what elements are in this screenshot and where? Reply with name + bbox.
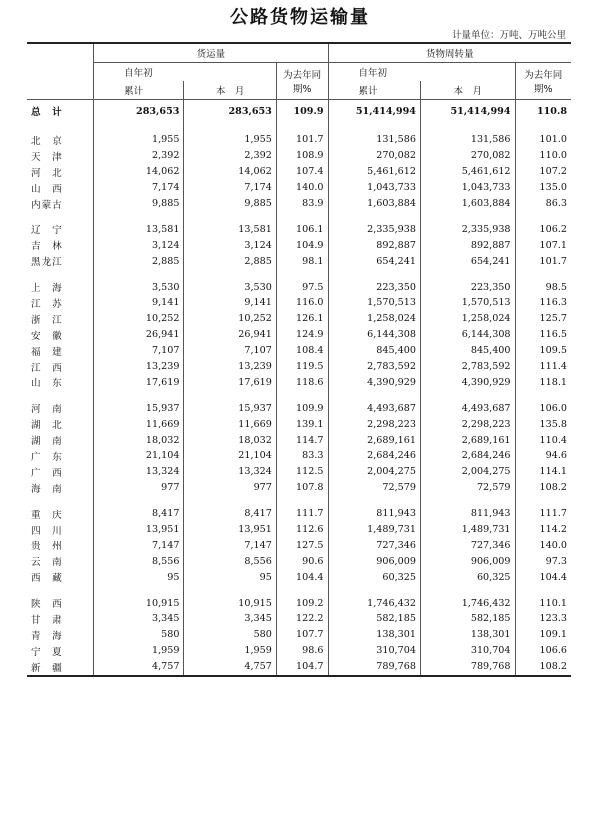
row-name: 天 津 [31, 151, 63, 163]
cell-freight-yoy: 98.6 [276, 643, 328, 659]
cell-turnover-yoy: 108.2 [515, 480, 571, 496]
cell-turnover-month: 1,570,513 [420, 295, 515, 311]
cell-freight-cumulative: 580 [94, 627, 184, 643]
header-turnover: 货物周转量 [328, 43, 571, 63]
cell-freight-yoy: 106.1 [276, 221, 328, 237]
cell-turnover-cumulative: 1,043,733 [328, 180, 420, 196]
cell-freight-month: 17,619 [184, 374, 276, 390]
table-row [27, 569, 571, 585]
cell-freight-cumulative: 17,619 [94, 374, 184, 390]
row-name: 浙 江 [31, 314, 63, 326]
table-row [27, 132, 571, 148]
row-name: 江 西 [31, 362, 63, 374]
cell-turnover-month: 582,185 [420, 611, 515, 627]
row-name: 广 东 [31, 451, 63, 463]
row-name: 四 川 [31, 525, 63, 537]
cell-freight-cumulative: 11,669 [94, 416, 184, 432]
cell-freight-cumulative: 14,062 [94, 164, 184, 180]
cell-turnover-cumulative: 4,493,687 [328, 400, 420, 416]
cell-turnover-cumulative: 1,258,024 [328, 311, 420, 327]
cell-freight-month: 10,252 [184, 311, 276, 327]
table-row [27, 164, 571, 180]
header-yoy: 为去年同 期% [515, 63, 571, 100]
row-name: 海 南 [31, 483, 63, 495]
cell-freight-month: 7,107 [184, 343, 276, 359]
header-yoy: 为去年同 期% [276, 63, 328, 100]
cell-turnover-cumulative: 51,414,994 [328, 100, 420, 123]
cell-turnover-cumulative: 6,144,308 [328, 327, 420, 343]
table-row [27, 311, 571, 327]
cell-turnover-yoy: 98.5 [515, 279, 571, 295]
cell-turnover-cumulative: 138,301 [328, 627, 420, 643]
cell-turnover-yoy: 110.8 [515, 100, 571, 123]
cell-freight-cumulative: 3,530 [94, 279, 184, 295]
row-name: 陕 西 [31, 599, 63, 611]
cell-freight-month: 13,951 [184, 522, 276, 538]
cell-turnover-month: 1,746,432 [420, 595, 515, 611]
cell-turnover-yoy: 116.5 [515, 327, 571, 343]
spacer-row [27, 496, 571, 506]
cell-turnover-yoy: 111.4 [515, 359, 571, 375]
cell-freight-month: 21,104 [184, 448, 276, 464]
header-ytd: 自年初 [328, 63, 515, 82]
cell-turnover-yoy: 135.0 [515, 180, 571, 196]
cell-turnover-yoy: 110.4 [515, 432, 571, 448]
cell-freight-month: 283,653 [184, 100, 276, 123]
spacer-row [27, 122, 571, 132]
cell-freight-month: 8,556 [184, 553, 276, 569]
row-name: 吉 林 [31, 241, 63, 253]
cell-freight-month: 95 [184, 569, 276, 585]
cell-freight-cumulative: 1,959 [94, 643, 184, 659]
row-name: 西 藏 [31, 573, 63, 585]
cell-freight-month: 7,147 [184, 537, 276, 553]
cell-freight-cumulative: 1,955 [94, 132, 184, 148]
row-name: 河 北 [31, 167, 63, 179]
cell-turnover-month: 2,298,223 [420, 416, 515, 432]
cell-turnover-yoy: 109.1 [515, 627, 571, 643]
cell-turnover-yoy: 86.3 [515, 196, 571, 212]
row-name: 福 建 [31, 346, 63, 358]
cell-freight-cumulative: 10,252 [94, 311, 184, 327]
row-name: 山 东 [31, 378, 63, 390]
cell-freight-cumulative: 2,885 [94, 253, 184, 269]
cell-turnover-cumulative: 60,325 [328, 569, 420, 585]
row-name: 湖 南 [31, 436, 63, 448]
header-ytd: 自年初 [94, 63, 277, 82]
cell-freight-month: 13,581 [184, 221, 276, 237]
cell-freight-month: 2,392 [184, 148, 276, 164]
cell-turnover-month: 845,400 [420, 343, 515, 359]
row-name: 辽 宁 [31, 225, 63, 237]
cell-freight-yoy: 104.9 [276, 237, 328, 253]
cell-turnover-month: 727,346 [420, 537, 515, 553]
cell-turnover-month: 2,783,592 [420, 359, 515, 375]
cell-freight-cumulative: 10,915 [94, 595, 184, 611]
cell-turnover-yoy: 116.3 [515, 295, 571, 311]
cell-turnover-month: 131,586 [420, 132, 515, 148]
cell-freight-cumulative: 8,417 [94, 506, 184, 522]
table-row [27, 553, 571, 569]
freight-table [27, 42, 571, 677]
row-name: 山 西 [31, 183, 63, 195]
row-name: 黑龙江 [31, 257, 63, 269]
cell-turnover-yoy: 108.2 [515, 659, 571, 676]
cell-freight-yoy: 122.2 [276, 611, 328, 627]
cell-freight-yoy: 127.5 [276, 537, 328, 553]
cell-freight-cumulative: 3,124 [94, 237, 184, 253]
row-name: 广 西 [31, 467, 63, 479]
cell-freight-cumulative: 4,757 [94, 659, 184, 676]
row-name: 北 京 [31, 135, 63, 147]
cell-freight-yoy: 108.4 [276, 343, 328, 359]
cell-turnover-cumulative: 582,185 [328, 611, 420, 627]
row-name: 安 徽 [31, 330, 63, 342]
cell-turnover-cumulative: 1,603,884 [328, 196, 420, 212]
cell-freight-cumulative: 13,239 [94, 359, 184, 375]
cell-turnover-yoy: 97.3 [515, 553, 571, 569]
row-name: 青 海 [31, 630, 63, 642]
cell-freight-yoy: 109.9 [276, 400, 328, 416]
cell-freight-yoy: 108.9 [276, 148, 328, 164]
row-name: 新 疆 [27, 659, 94, 676]
cell-turnover-yoy: 104.4 [515, 569, 571, 585]
cell-turnover-cumulative: 223,350 [328, 279, 420, 295]
cell-freight-yoy: 90.6 [276, 553, 328, 569]
cell-turnover-month: 72,579 [420, 480, 515, 496]
cell-freight-month: 15,937 [184, 400, 276, 416]
cell-turnover-month: 1,258,024 [420, 311, 515, 327]
cell-turnover-yoy: 106.2 [515, 221, 571, 237]
cell-turnover-yoy: 101.0 [515, 132, 571, 148]
row-name: 上 海 [31, 283, 63, 295]
cell-turnover-month: 811,943 [420, 506, 515, 522]
cell-turnover-yoy: 94.6 [515, 448, 571, 464]
table-row [27, 537, 571, 553]
cell-freight-cumulative: 18,032 [94, 432, 184, 448]
cell-freight-cumulative: 8,556 [94, 553, 184, 569]
spacer-row [27, 585, 571, 595]
cell-turnover-cumulative: 72,579 [328, 480, 420, 496]
cell-turnover-month: 2,004,275 [420, 464, 515, 480]
header-cumulative: 累计 [94, 81, 184, 100]
cell-freight-yoy: 124.9 [276, 327, 328, 343]
cell-turnover-yoy: 123.3 [515, 611, 571, 627]
cell-freight-yoy: 101.7 [276, 132, 328, 148]
table-row [27, 196, 571, 212]
unit-note: 计量单位：万吨、万吨公里 [451, 30, 566, 41]
cell-freight-yoy: 116.0 [276, 295, 328, 311]
table-row [27, 279, 571, 295]
cell-turnover-cumulative: 131,586 [328, 132, 420, 148]
row-name: 宁 夏 [31, 646, 63, 658]
cell-turnover-month: 138,301 [420, 627, 515, 643]
spacer-row [27, 269, 571, 279]
table-row [27, 295, 571, 311]
cell-freight-yoy: 119.5 [276, 359, 328, 375]
cell-freight-month: 2,885 [184, 253, 276, 269]
cell-turnover-yoy: 118.1 [515, 374, 571, 390]
cell-turnover-cumulative: 845,400 [328, 343, 420, 359]
row-name: 重 庆 [31, 509, 63, 521]
cell-freight-cumulative: 3,345 [94, 611, 184, 627]
table-row [27, 611, 571, 627]
cell-freight-yoy: 83.9 [276, 196, 328, 212]
table-row [27, 643, 571, 659]
table-row [27, 416, 571, 432]
cell-turnover-month: 906,009 [420, 553, 515, 569]
cell-turnover-month: 4,390,929 [420, 374, 515, 390]
cell-turnover-cumulative: 2,689,161 [328, 432, 420, 448]
cell-freight-cumulative: 283,653 [94, 100, 184, 123]
cell-freight-month: 11,669 [184, 416, 276, 432]
table-row [27, 253, 571, 269]
row-name: 内蒙古 [31, 199, 63, 211]
cell-turnover-yoy: 109.5 [515, 343, 571, 359]
cell-freight-cumulative: 13,324 [94, 464, 184, 480]
cell-turnover-yoy: 111.7 [515, 506, 571, 522]
row-name: 贵 州 [31, 541, 63, 553]
cell-turnover-cumulative: 811,943 [328, 506, 420, 522]
row-name: 河 南 [31, 404, 63, 416]
cell-freight-month: 9,885 [184, 196, 276, 212]
table-row [27, 595, 571, 611]
row-name: 总 计 [27, 100, 94, 123]
cell-freight-yoy: 111.7 [276, 506, 328, 522]
row-name: 甘 肃 [31, 614, 63, 626]
cell-turnover-month: 6,144,308 [420, 327, 515, 343]
cell-freight-cumulative: 977 [94, 480, 184, 496]
cell-turnover-month: 1,603,884 [420, 196, 515, 212]
table-body [27, 100, 571, 676]
cell-freight-cumulative: 2,392 [94, 148, 184, 164]
cell-turnover-cumulative: 1,570,513 [328, 295, 420, 311]
cell-turnover-cumulative: 310,704 [328, 643, 420, 659]
cell-turnover-cumulative: 1,489,731 [328, 522, 420, 538]
cell-freight-month: 3,345 [184, 611, 276, 627]
cell-freight-month: 977 [184, 480, 276, 496]
cell-freight-yoy: 140.0 [276, 180, 328, 196]
cell-freight-yoy: 83.3 [276, 448, 328, 464]
cell-turnover-yoy: 106.0 [515, 400, 571, 416]
cell-freight-cumulative: 13,581 [94, 221, 184, 237]
cell-turnover-month: 5,461,612 [420, 164, 515, 180]
cell-freight-yoy: 107.7 [276, 627, 328, 643]
cell-turnover-yoy: 106.6 [515, 643, 571, 659]
cell-freight-month: 3,530 [184, 279, 276, 295]
cell-freight-cumulative: 7,107 [94, 343, 184, 359]
cell-turnover-yoy: 114.1 [515, 464, 571, 480]
cell-turnover-cumulative: 789,768 [328, 659, 420, 676]
cell-freight-cumulative: 7,147 [94, 537, 184, 553]
table-row [27, 464, 571, 480]
row-name: 江 苏 [31, 298, 63, 310]
cell-freight-cumulative: 26,941 [94, 327, 184, 343]
table-row [27, 148, 571, 164]
cell-turnover-month: 270,082 [420, 148, 515, 164]
spacer-row [27, 390, 571, 400]
table-row [27, 327, 571, 343]
header-freight: 货运量 [94, 43, 328, 63]
cell-turnover-yoy: 114.2 [515, 522, 571, 538]
table-row [27, 359, 571, 375]
table-row [27, 237, 571, 253]
cell-freight-yoy: 109.2 [276, 595, 328, 611]
cell-turnover-cumulative: 5,461,612 [328, 164, 420, 180]
cell-turnover-month: 4,493,687 [420, 400, 515, 416]
cell-turnover-cumulative: 654,241 [328, 253, 420, 269]
cell-turnover-month: 789,768 [420, 659, 515, 676]
cell-freight-month: 14,062 [184, 164, 276, 180]
table-row [27, 480, 571, 496]
cell-turnover-cumulative: 270,082 [328, 148, 420, 164]
cell-freight-month: 10,915 [184, 595, 276, 611]
spacer-row [27, 211, 571, 221]
cell-freight-yoy: 112.6 [276, 522, 328, 538]
cell-freight-cumulative: 13,951 [94, 522, 184, 538]
cell-freight-month: 8,417 [184, 506, 276, 522]
cell-turnover-month: 654,241 [420, 253, 515, 269]
cell-freight-yoy: 107.4 [276, 164, 328, 180]
cell-freight-month: 7,174 [184, 180, 276, 196]
cell-freight-month: 4,757 [184, 659, 276, 676]
cell-freight-cumulative: 7,174 [94, 180, 184, 196]
cell-turnover-yoy: 125.7 [515, 311, 571, 327]
cell-turnover-month: 2,689,161 [420, 432, 515, 448]
cell-turnover-yoy: 135.8 [515, 416, 571, 432]
row-name: 湖 北 [31, 420, 63, 432]
cell-turnover-month: 1,043,733 [420, 180, 515, 196]
cell-freight-yoy: 126.1 [276, 311, 328, 327]
cell-freight-yoy: 98.1 [276, 253, 328, 269]
cell-turnover-yoy: 107.2 [515, 164, 571, 180]
cell-turnover-cumulative: 2,335,938 [328, 221, 420, 237]
cell-freight-month: 18,032 [184, 432, 276, 448]
table-row [27, 448, 571, 464]
table-row [27, 343, 571, 359]
cell-turnover-month: 2,335,938 [420, 221, 515, 237]
table-row [27, 374, 571, 390]
cell-turnover-month: 223,350 [420, 279, 515, 295]
cell-freight-month: 13,324 [184, 464, 276, 480]
table-row [27, 659, 571, 676]
row-name: 云 南 [31, 557, 63, 569]
table-row [27, 522, 571, 538]
cell-freight-yoy: 118.6 [276, 374, 328, 390]
table-row [27, 432, 571, 448]
cell-turnover-cumulative: 2,783,592 [328, 359, 420, 375]
cell-freight-yoy: 104.7 [276, 659, 328, 676]
cell-turnover-yoy: 110.0 [515, 148, 571, 164]
table-row [27, 506, 571, 522]
cell-turnover-cumulative: 2,684,246 [328, 448, 420, 464]
cell-freight-month: 1,959 [184, 643, 276, 659]
cell-turnover-month: 892,887 [420, 237, 515, 253]
cell-turnover-yoy: 140.0 [515, 537, 571, 553]
cell-freight-cumulative: 21,104 [94, 448, 184, 464]
cell-freight-yoy: 107.8 [276, 480, 328, 496]
page-title: 公路货物运输量 [230, 7, 370, 28]
cell-freight-month: 26,941 [184, 327, 276, 343]
cell-freight-month: 3,124 [184, 237, 276, 253]
cell-freight-month: 580 [184, 627, 276, 643]
total-row [27, 100, 571, 123]
cell-freight-month: 1,955 [184, 132, 276, 148]
cell-turnover-month: 310,704 [420, 643, 515, 659]
cell-freight-cumulative: 9,885 [94, 196, 184, 212]
cell-turnover-cumulative: 727,346 [328, 537, 420, 553]
header-cumulative: 累计 [328, 81, 420, 100]
cell-freight-yoy: 114.7 [276, 432, 328, 448]
header-this-month: 本 月 [184, 81, 276, 100]
cell-turnover-cumulative: 1,746,432 [328, 595, 420, 611]
cell-freight-yoy: 112.5 [276, 464, 328, 480]
cell-freight-cumulative: 9,141 [94, 295, 184, 311]
header-this-month: 本 月 [420, 81, 515, 100]
cell-freight-cumulative: 15,937 [94, 400, 184, 416]
cell-freight-cumulative: 95 [94, 569, 184, 585]
cell-turnover-yoy: 110.1 [515, 595, 571, 611]
table-row [27, 627, 571, 643]
cell-freight-yoy: 139.1 [276, 416, 328, 432]
cell-turnover-month: 2,684,246 [420, 448, 515, 464]
cell-turnover-cumulative: 4,390,929 [328, 374, 420, 390]
table-row [27, 221, 571, 237]
table-row [27, 180, 571, 196]
cell-turnover-month: 51,414,994 [420, 100, 515, 123]
cell-turnover-cumulative: 2,298,223 [328, 416, 420, 432]
cell-freight-yoy: 109.9 [276, 100, 328, 123]
cell-freight-month: 9,141 [184, 295, 276, 311]
cell-turnover-cumulative: 2,004,275 [328, 464, 420, 480]
cell-turnover-month: 1,489,731 [420, 522, 515, 538]
cell-turnover-month: 60,325 [420, 569, 515, 585]
cell-turnover-cumulative: 892,887 [328, 237, 420, 253]
cell-turnover-yoy: 107.1 [515, 237, 571, 253]
table-row [27, 400, 571, 416]
cell-freight-month: 13,239 [184, 359, 276, 375]
cell-turnover-cumulative: 906,009 [328, 553, 420, 569]
cell-freight-yoy: 97.5 [276, 279, 328, 295]
cell-freight-yoy: 104.4 [276, 569, 328, 585]
cell-turnover-yoy: 101.7 [515, 253, 571, 269]
